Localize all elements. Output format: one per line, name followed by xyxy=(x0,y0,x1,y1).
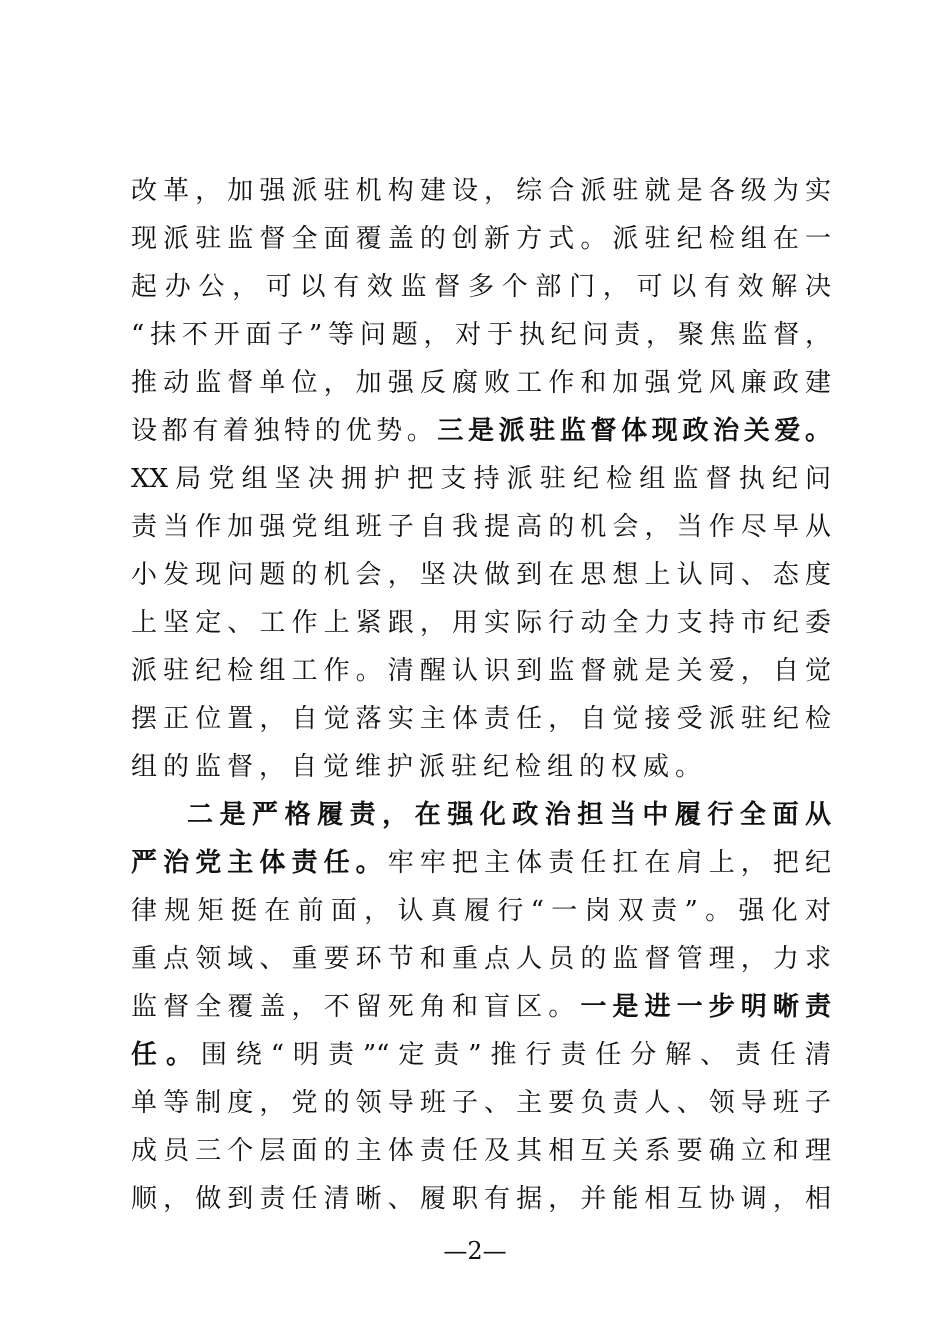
text-line xyxy=(131,167,831,215)
text-run: 牢牢把主体责任扛在肩上，把纪 xyxy=(387,848,831,878)
text-line xyxy=(131,503,831,551)
text-run: 推动监督单位，加强反腐败工作和加强党风廉政建 xyxy=(131,368,831,398)
text-line xyxy=(131,311,831,359)
text-line xyxy=(131,791,831,839)
text-run: 监督全覆盖，不留死角和盲区。 xyxy=(131,992,581,1022)
text-line xyxy=(131,359,831,407)
text-run: 成员三个层面的主体责任及其相互关系要确立和理 xyxy=(131,1136,831,1166)
text-line xyxy=(131,551,831,599)
text-line xyxy=(131,647,831,695)
text-run: 摆正位置，自觉落实主体责任，自觉接受派驻纪检 xyxy=(131,704,831,734)
text-run: 重点领域、重要环节和重点人员的监督管理，力求 xyxy=(131,944,831,974)
text-run: 组的监督，自觉维护派驻纪检组的权威。 xyxy=(131,752,708,782)
text-line xyxy=(131,455,831,503)
text-line xyxy=(131,215,831,263)
bold-heading-run: 二是严格履责，在强化政治担当中履行全面从 xyxy=(187,800,831,830)
bold-heading-run: 一是进一步明晰责 xyxy=(580,992,831,1022)
text-run: 现派驻监督全面覆盖的创新方式。派驻纪检组在一 xyxy=(131,224,831,254)
text-line xyxy=(131,1031,831,1079)
text-run: 起办公，可以有效监督多个部门，可以有效解决 xyxy=(131,272,831,302)
text-run: 律规矩挺在前面，认真履行“一岗双责”。强化对 xyxy=(131,896,831,926)
bold-heading-run: 三是派驻监督体现政治关爱。 xyxy=(437,416,831,446)
page-number: —2— xyxy=(443,1237,507,1265)
text-line xyxy=(131,743,831,791)
text-line xyxy=(131,695,831,743)
text-run: 围绕“明责”“定责”推行责任分解、责任清 xyxy=(200,1040,831,1070)
text-run: 顺，做到责任清晰、履职有据，并能相互协调，相 xyxy=(131,1184,831,1214)
text-run: XX局党组坚决拥护把支持派驻纪检组监督执纪问 xyxy=(131,464,831,494)
text-line xyxy=(131,263,831,311)
text-run: “抹不开面子”等问题，对于执纪问责，聚焦监督， xyxy=(131,320,831,350)
text-line xyxy=(131,1079,831,1127)
bold-heading-run: 严治党主体责任。 xyxy=(131,848,388,878)
text-run: 改革，加强派驻机构建设，综合派驻就是各级为实 xyxy=(131,176,831,206)
bold-heading-run: 任。 xyxy=(131,1040,201,1070)
text-line xyxy=(131,983,831,1031)
text-line xyxy=(131,1127,831,1175)
text-run: 派驻纪检组工作。清醒认识到监督就是关爱，自觉 xyxy=(131,656,831,686)
text-run: 设都有着独特的优势。 xyxy=(131,416,438,446)
text-line xyxy=(131,407,831,455)
text-run: 上坚定、工作上紧跟，用实际行动全力支持市纪委 xyxy=(131,608,831,638)
text-line xyxy=(131,599,831,647)
text-run: 小发现问题的机会，坚决做到在思想上认同、态度 xyxy=(131,560,831,590)
text-line xyxy=(131,839,831,887)
body-text xyxy=(131,167,831,1223)
text-line xyxy=(131,935,831,983)
text-run: 责当作加强党组班子自我提高的机会，当作尽早从 xyxy=(131,512,831,542)
text-line xyxy=(131,887,831,935)
text-line xyxy=(131,1175,831,1223)
text-run: 单等制度，党的领导班子、主要负责人、领导班子 xyxy=(131,1088,831,1118)
